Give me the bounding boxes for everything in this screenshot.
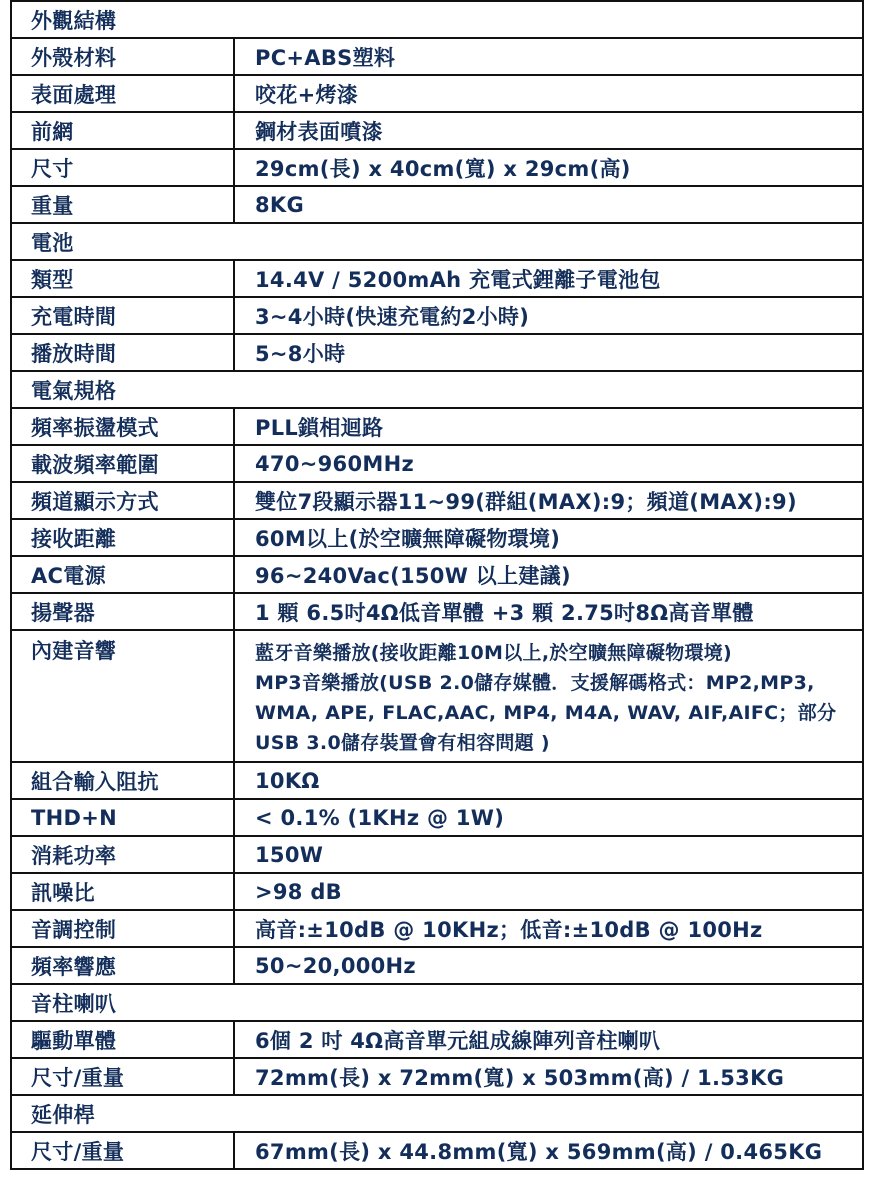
section-title: 電氣規格 <box>11 371 863 408</box>
spec-value: 1 顆 6.5吋4Ω低音單體 +3 顆 2.75吋8Ω高音單體 <box>234 593 863 630</box>
spec-value: 29cm(長) x 40cm(寬) x 29cm(高) <box>234 149 863 186</box>
spec-label: 音調控制 <box>11 910 234 947</box>
spec-value-line: MP3音樂播放(USB 2.0儲存媒體．支援解碼格式：MP2,MP3, <box>255 672 815 694</box>
spec-label: 訊噪比 <box>11 873 234 910</box>
spec-row <box>11 836 863 873</box>
spec-value: 72mm(長) x 72mm(寬) x 503mm(高) / 1.53KG <box>234 1058 863 1095</box>
spec-label: 前網 <box>11 112 234 149</box>
spec-label: 驅動單體 <box>11 1021 234 1058</box>
spec-row <box>11 297 863 334</box>
spec-value: >98 dB <box>234 873 863 910</box>
section-title: 延伸桿 <box>11 1095 863 1132</box>
spec-label: 組合輸入阻抗 <box>11 762 234 799</box>
spec-label: 充電時間 <box>11 297 234 334</box>
spec-row <box>11 799 863 836</box>
section-header-row <box>11 371 863 408</box>
spec-value: 3~4小時(快速充電約2小時) <box>234 297 863 334</box>
spec-label: 接收距離 <box>11 519 234 556</box>
spec-value: 14.4V / 5200mAh 充電式鋰離子電池包 <box>234 260 863 297</box>
section-header-row <box>11 1095 863 1132</box>
spec-value-multiline <box>234 630 863 762</box>
spec-label: 頻率振盪模式 <box>11 408 234 445</box>
spec-value-line: WMA, APE, FLAC,AAC, MP4, M4A, WAV, AIF,AIFC；部分 <box>255 702 837 724</box>
spec-row <box>11 1132 863 1169</box>
spec-label: 重量 <box>11 186 234 223</box>
spec-row <box>11 762 863 799</box>
spec-row <box>11 445 863 482</box>
spec-value: < 0.1% (1KHz @ 1W) <box>234 799 863 836</box>
spec-value: 10KΩ <box>234 762 863 799</box>
spec-value: PC+ABS塑料 <box>234 38 863 75</box>
spec-label: THD+N <box>11 799 234 836</box>
section-header-row <box>11 223 863 260</box>
spec-value: 6個 2 吋 4Ω高音單元組成線陣列音柱喇叭 <box>234 1021 863 1058</box>
spec-value: 鋼材表面噴漆 <box>234 112 863 149</box>
spec-row <box>11 630 863 762</box>
section-header-row <box>11 1 863 38</box>
spec-label: 頻道顯示方式 <box>11 482 234 519</box>
section-title: 音柱喇叭 <box>11 984 863 1021</box>
spec-value: 咬花+烤漆 <box>234 75 863 112</box>
spec-label: 尺寸/重量 <box>11 1058 234 1095</box>
spec-label: 類型 <box>11 260 234 297</box>
section-title: 電池 <box>11 223 863 260</box>
spec-value: 67mm(長) x 44.8mm(寬) x 569mm(高) / 0.465KG <box>234 1132 863 1169</box>
spec-label: 外殼材料 <box>11 38 234 75</box>
spec-label: AC電源 <box>11 556 234 593</box>
section-title: 外觀結構 <box>11 1 863 38</box>
spec-value: 高音:±10dB @ 10KHz；低音:±10dB @ 100Hz <box>234 910 863 947</box>
spec-row <box>11 1058 863 1095</box>
spec-row <box>11 593 863 630</box>
spec-label: 載波頻率範圍 <box>11 445 234 482</box>
spec-value: 470~960MHz <box>234 445 863 482</box>
spec-value: 雙位7段顯示器11~99(群組(MAX):9；頻道(MAX):9) <box>234 482 863 519</box>
spec-label: 尺寸/重量 <box>11 1132 234 1169</box>
spec-table-body <box>11 1 863 1169</box>
spec-value: 96~240Vac(150W 以上建議) <box>234 556 863 593</box>
spec-row <box>11 149 863 186</box>
spec-label: 內建音響 <box>11 630 234 762</box>
spec-label: 表面處理 <box>11 75 234 112</box>
spec-row <box>11 75 863 112</box>
spec-row <box>11 186 863 223</box>
spec-row <box>11 38 863 75</box>
spec-row <box>11 873 863 910</box>
spec-row <box>11 910 863 947</box>
spec-label: 消耗功率 <box>11 836 234 873</box>
spec-value: 60M以上(於空曠無障礙物環境) <box>234 519 863 556</box>
spec-label: 頻率響應 <box>11 947 234 984</box>
spec-value: 150W <box>234 836 863 873</box>
spec-value-line: 藍牙音樂播放(接收距離10M以上,於空曠無障礙物環境) <box>255 642 733 664</box>
spec-row <box>11 1021 863 1058</box>
spec-row <box>11 482 863 519</box>
spec-label: 尺寸 <box>11 149 234 186</box>
section-header-row <box>11 984 863 1021</box>
spec-value-lines <box>255 635 862 758</box>
spec-table <box>10 0 864 1170</box>
spec-value: PLL鎖相迴路 <box>234 408 863 445</box>
spec-row <box>11 112 863 149</box>
spec-value: 8KG <box>234 186 863 223</box>
spec-label: 播放時間 <box>11 334 234 371</box>
spec-row <box>11 556 863 593</box>
spec-value-line: USB 3.0儲存裝置會有相容問題 ) <box>255 732 550 754</box>
spec-label: 揚聲器 <box>11 593 234 630</box>
spec-row <box>11 260 863 297</box>
spec-row <box>11 334 863 371</box>
spec-row <box>11 947 863 984</box>
spec-row <box>11 408 863 445</box>
spec-value: 50~20,000Hz <box>234 947 863 984</box>
spec-row <box>11 519 863 556</box>
spec-value: 5~8小時 <box>234 334 863 371</box>
